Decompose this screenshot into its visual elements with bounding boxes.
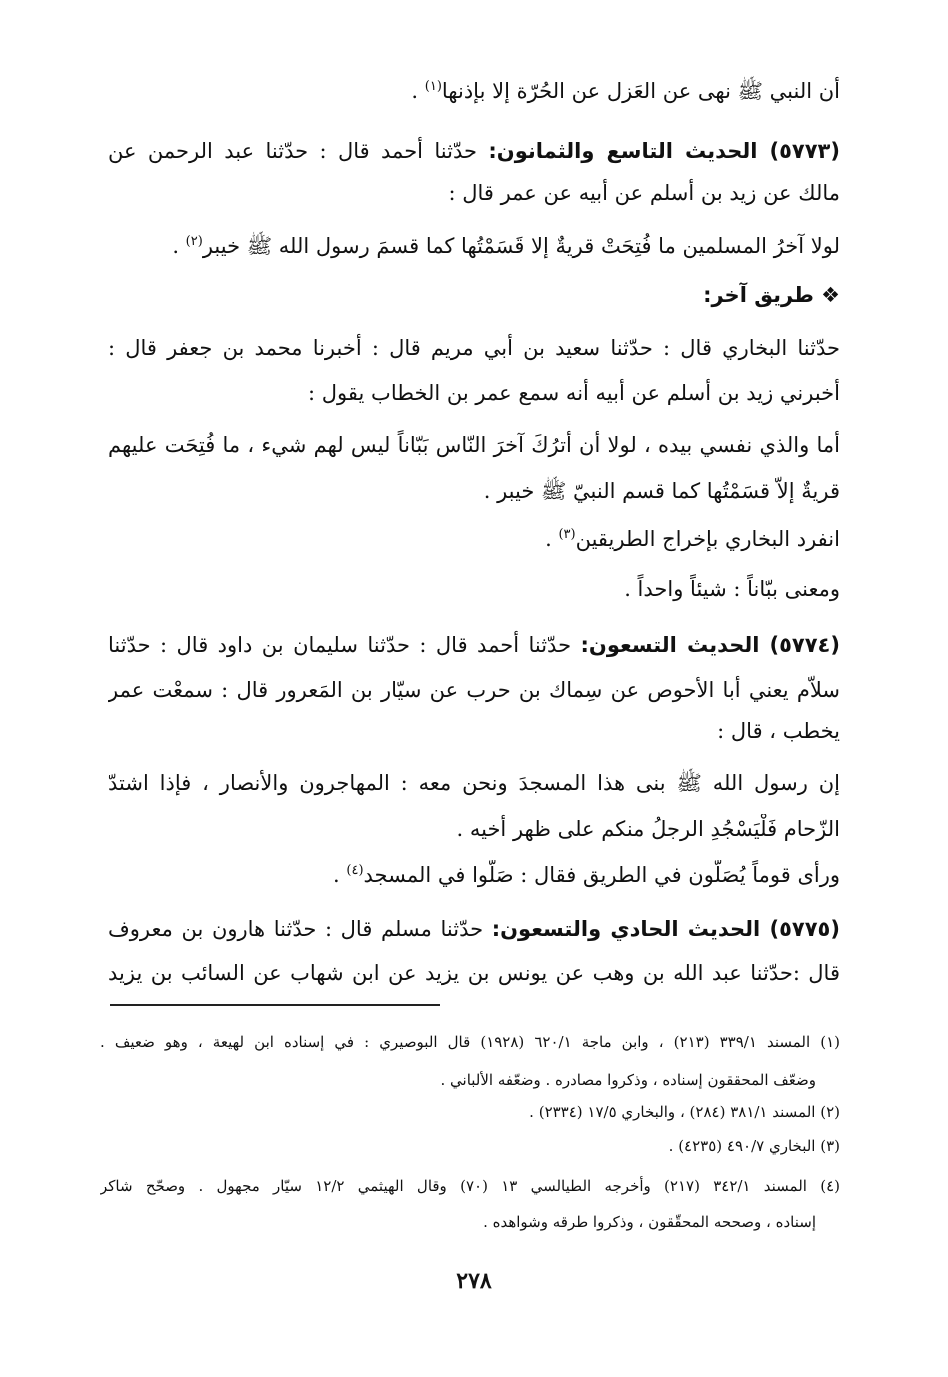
hadith-5775-heading-line: (٥٧٧٥) الحديث الحادي والتسعون: حدّثنا مسلم قال : حدّثنا هارون بن معروف [108,917,840,941]
hadith-5774-label: (٥٧٧٤) الحديث التسعون: [580,633,840,657]
text-line-17: ورأى قوماً يُصَلّون في الطريق فقال : صَلّوا في المسجد$^{(٤)}$ . [333,863,840,887]
footnote-ref-3: (٣) [558,527,576,542]
text-line-15: إن رسول الله ﷺ بنى هذا المسجدَ ونحن معه : المهاجرون والأنصار ، فإذا اشتدّ [108,771,840,795]
footnote-ref-4: (٤) [346,863,364,878]
text-line-1: أن النبي ﷺ نهى عن العَزل عن الحُرّة إلا بإذنها$^{(١)}$ . [411,79,840,103]
hadith-5773-label: (٥٧٧٣) الحديث التاسع والثمانون: [488,139,840,163]
text-line-10: انفرد البخاري بإخراج الطريقين$^{(٣)}$ . [545,527,840,551]
footnote-4-line-1: (٤) المسند ٣٤٢/١ (٢١٧) وأخرجه الطيالسي ١٣ (٧٠) وقال الهيثمي ١٢/٢ سيّار مجهول . وصحّح شاكر [100,1177,840,1195]
text-line-4: لولا آخرُ المسلمين ما فُتِحَتْ قريةٌ إلا قَسَمْتُها كما قسمَ رسول الله ﷺ خيبر$^{(٢)}$ . [172,234,840,258]
text-line-16: الزّحام فَلْيَسْجُدِ الرجلُ منكم على ظهر أخيه . [456,817,840,841]
text-line-14: يخطب ، قال : [717,719,840,743]
text-line-8: أما والذي نفسي بيده ، لولا أن أترُكَ آخرَ النّاس بَبّاناً ليس لهم شيء ، ما فُتِحَت عليهم [108,433,840,457]
hadith-5775-label: (٥٧٧٥) الحديث الحادي والتسعون: [491,917,840,941]
footnote-2: (٢) المسند ٣٨١/١ (٢٨٤) ، والبخاري ١٧/٥ (٢٣٣٤) . [529,1103,840,1121]
text-line-9: قريةٌ إلاّ قسَمْتُها كما قسم النبيّ ﷺ خيبر . [483,479,840,503]
text-line-6: حدّثنا البخاري قال : حدّثنا سعيد بن أبي مريم قال : أخبرنا محمد بن جعفر قال : [108,336,840,360]
footnote-ref-1: (١) [424,79,442,94]
footnote-4-line-2: إسناده ، وصححه المحقّقون ، وذكروا طرقه وشواهده . [483,1213,816,1231]
hadith-5774-heading-line: (٥٧٧٤) الحديث التسعون: حدّثنا أحمد قال : حدّثنا سليمان بن داود قال : حدّثنا [108,633,840,657]
section-heading-alternate-route: ❖ طريق آخر: [703,283,840,307]
footnote-1-line-2: وضعّف المحققون إسناده ، وذكروا مصادره . وضعّفه الألباني . [440,1071,816,1089]
footnote-3: (٣) البخاري ٤٩٠/٧ (٤٢٣٥) . [668,1137,840,1155]
page-number: ٢٧٨ [456,1268,492,1294]
footnote-ref-2: (٢) [185,234,203,249]
text-line-19: قال :حدّثنا عبد الله بن وهب عن يونس بن يزيد عن ابن شهاب عن السائب بن يزيد [108,961,840,985]
text-line-11: ومعنى ببّاناً : شيئاً واحداً . [624,577,840,601]
text-line-3: مالك عن زيد بن أسلم عن أبيه عن عمر قال : [448,181,840,205]
footnote-separator [110,1004,440,1006]
footnote-1-line-1: (١) المسند ٣٣٩/١ (٢١٣) ، وابن ماجة ٦٢٠/١ (١٩٢٨) قال البوصيري : في إسناده ابن لهيعة ، وهو ضعيف . [100,1033,840,1051]
text-line-7: أخبرني زيد بن أسلم عن أبيه أنه سمع عمر بن الخطاب يقول : [308,381,840,405]
hadith-5773-heading-line: (٥٧٧٣) الحديث التاسع والثمانون: حدّثنا أحمد قال : حدّثنا عبد الرحمن عن [108,139,840,163]
text-line-13: سلاّم يعني أبا الأحوص عن سِماك بن حرب عن سيّار بن المَعرور قال : سمعْت عمر [108,678,840,702]
diamond-bullet-icon: ❖ [821,283,840,307]
